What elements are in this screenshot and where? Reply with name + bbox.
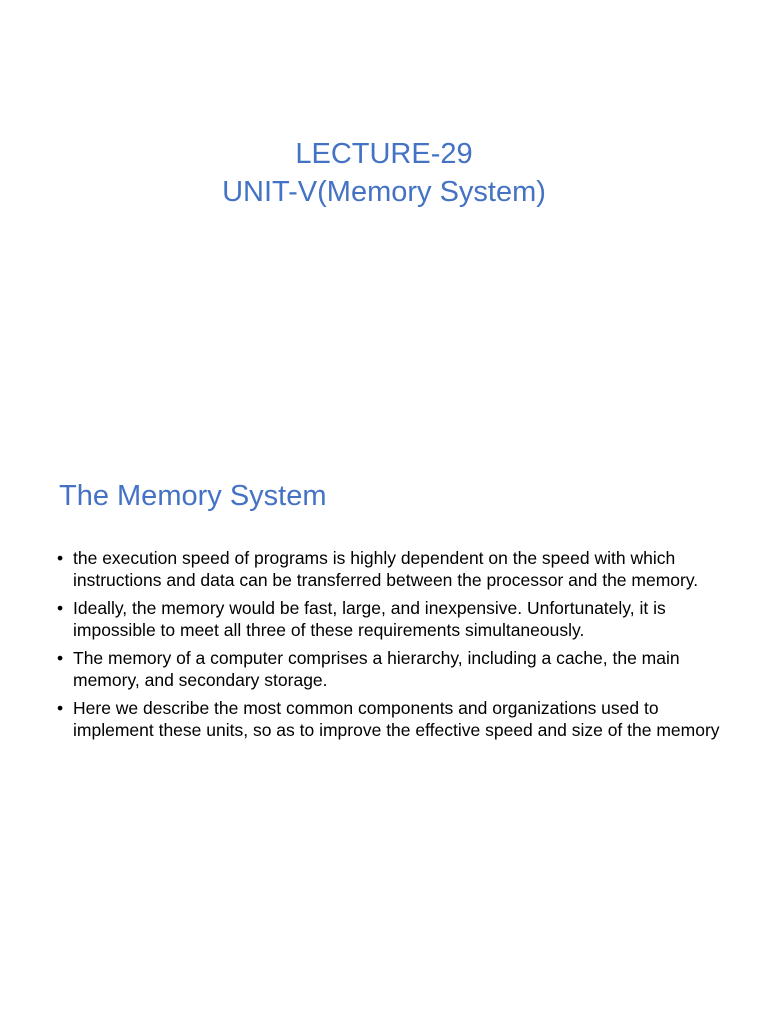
slide-title <box>0 135 768 211</box>
lecture-number: LECTURE-29 <box>295 138 473 170</box>
bullet-item <box>57 597 727 641</box>
bullet-marker: • <box>57 698 64 718</box>
bullet-item <box>57 547 727 591</box>
bullet-list <box>57 547 727 747</box>
section-heading: The Memory System <box>59 480 327 512</box>
bullet-marker: • <box>57 598 64 618</box>
bullet-item <box>57 697 727 741</box>
title-slide <box>0 0 768 432</box>
bullet-text: Here we describe the most common components and organizations used to implement these units, so as to improve the effective speed and size of the memory <box>73 698 720 740</box>
bullet-text: Ideally, the memory would be fast, large, and inexpensive. Unfortunately, it is impossible to meet all three of these requirements simultaneously. <box>73 598 666 640</box>
bullet-item <box>57 647 727 691</box>
bullet-marker: • <box>57 648 64 668</box>
bullet-text: the execution speed of programs is highly dependent on the speed with which instructions and data can be transferred between the processor and the memory. <box>73 548 699 590</box>
bullet-text: The memory of a computer comprises a hierarchy, including a cache, the main memory, and secondary storage. <box>73 648 680 690</box>
unit-title: UNIT-V(Memory System) <box>222 176 546 208</box>
content-slide <box>0 432 768 1024</box>
bullet-marker: • <box>57 548 64 568</box>
